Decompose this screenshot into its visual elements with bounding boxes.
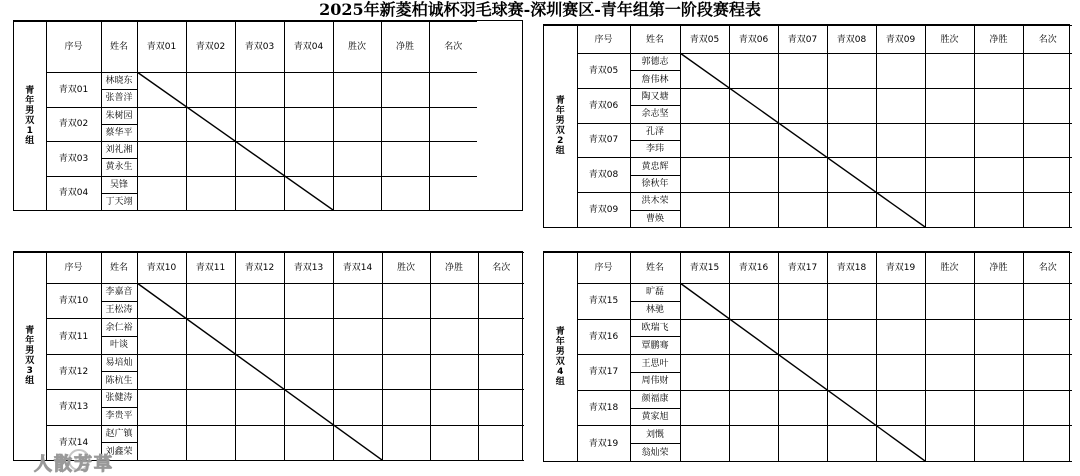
group-label-char: 组 [25, 136, 35, 146]
group-label-char: 男 [25, 346, 35, 357]
player-name: 陶又塘 [630, 88, 680, 105]
net-cell [974, 355, 1023, 391]
rank-cell [478, 390, 524, 425]
score-cell [729, 54, 778, 89]
score-cell [778, 193, 827, 228]
team-row [544, 193, 1080, 210]
player-name: 张普洋 [101, 90, 137, 107]
team-row [544, 426, 1080, 444]
team-id: 青双16 [577, 319, 630, 355]
score-cell [186, 319, 235, 354]
group-label-char: 男 [25, 106, 35, 116]
team-row [544, 158, 1080, 175]
group-label-char: 年 [25, 96, 35, 106]
score-cell [680, 158, 729, 193]
player-name: 翁灿荣 [630, 444, 680, 462]
player-name: 吴锋 [101, 176, 137, 193]
group-label-char: 组 [555, 376, 565, 387]
player-name: 洪木荣 [630, 193, 680, 210]
group-label-char: 年 [25, 336, 35, 347]
score-cell [876, 319, 925, 355]
score-cell [235, 319, 284, 354]
score-cell [778, 88, 827, 123]
net-cell [430, 354, 478, 389]
watermark-text: 人散芳草 [34, 454, 114, 475]
net-cell [974, 54, 1023, 89]
group-label-char: 双 [555, 356, 565, 367]
header-wins: 胜次 [925, 26, 974, 54]
header-wins: 胜次 [382, 253, 430, 284]
score-cell [333, 354, 382, 389]
header-opponent: 青双17 [778, 253, 827, 284]
player-name: 张健涛 [101, 390, 137, 408]
score-cell [827, 284, 876, 320]
score-cell [235, 176, 284, 211]
score-cell [876, 193, 925, 228]
group-4-table [543, 251, 1070, 462]
score-cell [186, 142, 235, 177]
team-id: 青双15 [577, 284, 630, 320]
score-cell [284, 73, 333, 108]
score-cell [137, 319, 186, 354]
score-cell [186, 176, 235, 211]
player-name: 王松涛 [101, 301, 137, 319]
net-cell [430, 390, 478, 425]
score-cell [137, 354, 186, 389]
player-name: 林晓东 [101, 73, 137, 90]
score-cell [680, 54, 729, 89]
score-cell [729, 284, 778, 320]
player-name: 李玮 [630, 140, 680, 157]
score-cell [680, 319, 729, 355]
score-cell [235, 284, 284, 319]
team-row [544, 319, 1080, 337]
score-cell [729, 158, 778, 193]
score-cell [729, 319, 778, 355]
wins-cell [925, 193, 974, 228]
score-cell [333, 390, 382, 425]
header-name: 姓名 [101, 253, 137, 284]
score-cell [729, 355, 778, 391]
wins-cell [382, 390, 430, 425]
player-name: 孔泽 [630, 123, 680, 140]
net-cell [430, 284, 478, 319]
group-label-char: 2 [557, 136, 564, 147]
wins-cell [925, 284, 974, 320]
player-name: 余志坚 [630, 106, 680, 123]
header-opponent: 青双16 [729, 253, 778, 284]
score-cell [876, 123, 925, 158]
header-opponent: 青双02 [186, 22, 235, 73]
score-cell [186, 354, 235, 389]
header-opponent: 青双13 [284, 253, 333, 284]
group-label-char: 青 [555, 326, 565, 337]
rank-cell [1023, 158, 1072, 193]
score-cell [778, 54, 827, 89]
group-label-char: 4 [557, 366, 564, 377]
score-cell [680, 355, 729, 391]
player-name: 李贵平 [101, 407, 137, 425]
header-name: 姓名 [630, 253, 680, 284]
team-row [14, 319, 524, 337]
group-label-char: 1 [26, 126, 33, 136]
group-label-char: 3 [26, 366, 33, 377]
header-net: 净胜 [430, 253, 478, 284]
rank-cell [478, 319, 524, 354]
score-cell [680, 123, 729, 158]
score-cell [778, 284, 827, 320]
player-name: 徐秋年 [630, 175, 680, 192]
wins-cell [925, 426, 974, 462]
player-name: 黄永生 [101, 159, 137, 176]
score-cell [137, 390, 186, 425]
wins-cell [382, 319, 430, 354]
wins-cell [333, 107, 381, 142]
header-opponent: 青双11 [186, 253, 235, 284]
team-id: 青双09 [577, 193, 630, 228]
score-cell [778, 123, 827, 158]
team-row [14, 425, 524, 443]
score-cell [333, 319, 382, 354]
group-label-char: 青 [555, 96, 565, 107]
net-cell [974, 319, 1023, 355]
score-cell [827, 123, 876, 158]
team-id: 青双18 [577, 390, 630, 426]
player-name: 欧瑞飞 [630, 319, 680, 337]
score-cell [235, 107, 284, 142]
header-opponent: 青双19 [876, 253, 925, 284]
net-cell [381, 142, 429, 177]
header-rank: 名次 [1023, 26, 1072, 54]
group-label-char: 年 [555, 106, 565, 117]
team-id: 青双17 [577, 355, 630, 391]
net-cell [974, 284, 1023, 320]
player-name: 丁天翊 [101, 193, 137, 210]
team-id: 青双01 [46, 73, 101, 108]
score-cell [284, 319, 333, 354]
group-label [544, 253, 577, 462]
header-opponent: 青双03 [235, 22, 284, 73]
score-cell [284, 425, 333, 460]
group-label-char: 双 [25, 116, 35, 126]
player-name: 王思叶 [630, 355, 680, 373]
wins-cell [925, 319, 974, 355]
score-cell [778, 355, 827, 391]
score-cell [876, 426, 925, 462]
score-cell [186, 390, 235, 425]
team-id: 青双10 [46, 284, 101, 319]
header-net: 净胜 [974, 26, 1023, 54]
player-name: 刘礼湘 [101, 142, 137, 159]
score-cell [137, 73, 186, 108]
team-id: 青双11 [46, 319, 101, 354]
group-label-char: 双 [555, 126, 565, 137]
header-name: 姓名 [630, 26, 680, 54]
team-id: 青双07 [577, 123, 630, 158]
wins-cell [925, 123, 974, 158]
team-row [544, 390, 1080, 408]
header-opponent: 青双14 [333, 253, 382, 284]
team-id: 青双04 [46, 176, 101, 211]
header-opponent: 青双07 [778, 26, 827, 54]
group-label [14, 22, 46, 211]
score-cell [284, 390, 333, 425]
net-cell [430, 319, 478, 354]
score-cell [284, 176, 333, 211]
score-cell [137, 176, 186, 211]
wins-cell [925, 390, 974, 426]
wins-cell [925, 355, 974, 391]
score-cell [827, 54, 876, 89]
player-name: 颜福康 [630, 390, 680, 408]
header-seq: 序号 [577, 26, 630, 54]
player-name: 李嘉音 [101, 284, 137, 302]
net-cell [381, 176, 429, 211]
header-opponent: 青双06 [729, 26, 778, 54]
score-cell [729, 193, 778, 228]
group-1-table [13, 20, 523, 211]
header-rank: 名次 [478, 253, 524, 284]
net-cell [974, 158, 1023, 193]
rank-cell [429, 142, 477, 177]
score-cell [827, 390, 876, 426]
team-row [544, 54, 1080, 71]
team-row [14, 284, 524, 302]
header-name: 姓名 [101, 22, 137, 73]
header-opponent: 青双08 [827, 26, 876, 54]
group-label-char: 年 [555, 336, 565, 347]
header-seq: 序号 [577, 253, 630, 284]
group-label-char: 男 [555, 116, 565, 127]
net-cell [974, 88, 1023, 123]
rank-cell [1023, 355, 1072, 391]
player-name: 余仁裕 [101, 319, 137, 337]
wins-cell [333, 176, 381, 211]
rank-cell [1023, 284, 1072, 320]
net-cell [381, 73, 429, 108]
score-cell [729, 123, 778, 158]
team-id: 青双08 [577, 158, 630, 193]
team-row [544, 123, 1080, 140]
score-cell [876, 355, 925, 391]
rank-cell [478, 425, 524, 460]
score-cell [186, 73, 235, 108]
score-cell [186, 284, 235, 319]
net-cell [974, 193, 1023, 228]
rank-cell [429, 73, 477, 108]
player-name: 赵广镇 [101, 425, 137, 443]
score-cell [827, 158, 876, 193]
team-row [14, 176, 574, 193]
header-opponent: 青双18 [827, 253, 876, 284]
group-label-char: 组 [25, 376, 35, 387]
header-net: 净胜 [974, 253, 1023, 284]
team-id: 青双06 [577, 88, 630, 123]
score-cell [778, 390, 827, 426]
score-cell [729, 390, 778, 426]
wins-cell [382, 284, 430, 319]
player-name: 叶谈 [101, 337, 137, 355]
rank-cell [1023, 390, 1072, 426]
team-row [14, 354, 524, 372]
score-cell [235, 390, 284, 425]
rank-cell [1023, 193, 1072, 228]
score-cell [235, 73, 284, 108]
score-cell [284, 354, 333, 389]
player-name: 林驰 [630, 301, 680, 319]
wins-cell [925, 158, 974, 193]
player-name: 周伟财 [630, 372, 680, 390]
wins-cell [382, 354, 430, 389]
score-cell [333, 284, 382, 319]
score-cell [284, 142, 333, 177]
score-cell [876, 284, 925, 320]
header-opponent: 青双05 [680, 26, 729, 54]
rank-cell [1023, 54, 1072, 89]
team-id: 青双19 [577, 426, 630, 462]
group-2-table [543, 24, 1070, 228]
header-seq: 序号 [46, 253, 101, 284]
score-cell [778, 158, 827, 193]
header-seq: 序号 [46, 22, 101, 73]
score-cell [680, 426, 729, 462]
header-net: 净胜 [381, 22, 429, 73]
team-row [544, 284, 1080, 302]
group-3-table [13, 251, 523, 461]
player-name: 易培灿 [101, 354, 137, 372]
group-label-char: 男 [555, 346, 565, 357]
net-cell [974, 426, 1023, 462]
player-name: 曹焕 [630, 210, 680, 227]
player-name: 郭德志 [630, 54, 680, 71]
team-id: 青双14 [46, 425, 101, 460]
header-wins: 胜次 [925, 253, 974, 284]
team-row [14, 73, 574, 90]
net-cell [974, 390, 1023, 426]
rank-cell [1023, 123, 1072, 158]
score-cell [680, 88, 729, 123]
score-cell [729, 88, 778, 123]
net-cell [381, 107, 429, 142]
score-cell [680, 390, 729, 426]
player-name: 黄忠辉 [630, 158, 680, 175]
team-id: 青双03 [46, 142, 101, 177]
player-name: 刘慨 [630, 426, 680, 444]
rank-cell [1023, 426, 1072, 462]
page-title: 2025年新菱柏诚杯羽毛球赛-深圳赛区-青年组第一阶段赛程表 [319, 0, 761, 19]
team-id: 青双02 [46, 107, 101, 142]
net-cell [430, 425, 478, 460]
score-cell [680, 193, 729, 228]
wins-cell [382, 425, 430, 460]
header-wins: 胜次 [333, 22, 381, 73]
group-label-char: 双 [25, 356, 35, 367]
team-row [14, 142, 574, 159]
player-name: 陈杭生 [101, 372, 137, 390]
score-cell [333, 425, 382, 460]
team-row [544, 88, 1080, 105]
header-opponent: 青双10 [137, 253, 186, 284]
rank-cell [478, 354, 524, 389]
rank-cell [429, 176, 477, 211]
rank-cell [429, 107, 477, 142]
player-name: 蔡华平 [101, 124, 137, 141]
group-label-char: 青 [25, 326, 35, 337]
header-opponent: 青双15 [680, 253, 729, 284]
score-cell [680, 284, 729, 320]
rank-cell [1023, 319, 1072, 355]
score-cell [235, 425, 284, 460]
score-cell [827, 319, 876, 355]
score-cell [186, 107, 235, 142]
team-id: 青双13 [46, 390, 101, 425]
header-opponent: 青双01 [137, 22, 186, 73]
net-cell [974, 123, 1023, 158]
score-cell [235, 142, 284, 177]
score-cell [876, 158, 925, 193]
player-name: 覃鹏骞 [630, 337, 680, 355]
wins-cell [333, 73, 381, 108]
score-cell [827, 88, 876, 123]
score-cell [778, 426, 827, 462]
score-cell [876, 390, 925, 426]
score-cell [137, 142, 186, 177]
header-opponent: 青双09 [876, 26, 925, 54]
score-cell [284, 107, 333, 142]
header-opponent: 青双12 [235, 253, 284, 284]
wins-cell [925, 88, 974, 123]
rank-cell [478, 284, 524, 319]
group-label-char: 青 [25, 86, 35, 96]
score-cell [137, 107, 186, 142]
player-name: 詹伟林 [630, 71, 680, 88]
team-id: 青双05 [577, 54, 630, 89]
score-cell [876, 54, 925, 89]
player-name: 黄家旭 [630, 408, 680, 426]
score-cell [827, 355, 876, 391]
score-cell [137, 284, 186, 319]
player-name: 朱树园 [101, 107, 137, 124]
header-rank: 名次 [429, 22, 477, 73]
player-name: 旷磊 [630, 284, 680, 302]
score-cell [235, 354, 284, 389]
score-cell [778, 319, 827, 355]
group-label [544, 26, 577, 228]
wins-cell [925, 54, 974, 89]
score-cell [827, 426, 876, 462]
wins-cell [333, 142, 381, 177]
score-cell [827, 193, 876, 228]
score-cell [729, 426, 778, 462]
group-label-char: 组 [555, 146, 565, 157]
team-row [14, 107, 574, 124]
team-row [14, 390, 524, 408]
team-row [544, 355, 1080, 373]
team-id: 青双12 [46, 354, 101, 389]
score-cell [876, 88, 925, 123]
header-opponent: 青双04 [284, 22, 333, 73]
score-cell [284, 284, 333, 319]
header-rank: 名次 [1023, 253, 1072, 284]
group-label [14, 253, 46, 461]
score-cell [186, 425, 235, 460]
rank-cell [1023, 88, 1072, 123]
player-name: 刘鑫荣 [101, 443, 137, 461]
